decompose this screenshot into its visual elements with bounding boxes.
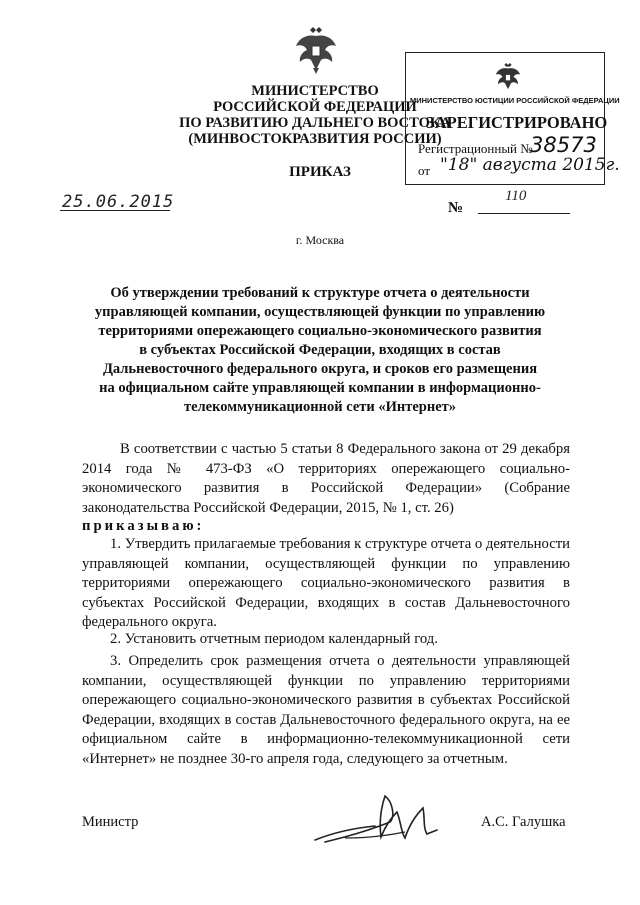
number-underline [478,213,570,214]
stamp-registered-label: ЗАРЕГИСТРИРОВАНО [426,113,608,132]
title-line: Дальневосточного федерального округа, и сроков его размещения [102,361,538,377]
document-type: ПРИКАЗ [289,164,351,180]
stamp-date-prefix: от [418,163,431,178]
ministry-line: (МИНВОСТОКРАЗВИТИЯ РОССИИ) [188,131,442,147]
handwritten-signature [305,782,445,852]
ministry-line: МИНИСТЕРСТВО [251,83,379,99]
stamp-reg-number-value: 38573 [530,133,597,157]
date-underline [60,210,170,211]
title-line: в субъектах Российской Федерации, входящих в состав [139,342,501,358]
order-word: приказываю: [82,518,205,534]
stamp-date-value: "18" августа 2015г. [440,155,620,175]
order-item-2: 2. Установить отчетным периодом календарный год. [110,631,438,647]
registration-stamp [405,52,620,185]
stamp-coat-of-arms-icon [494,61,522,93]
title-line: территориями опережающего социально-экономического развития [98,323,542,339]
title-line: на официальном сайте управляющей компании в информационно- [99,380,541,396]
title-line: телекоммуникационной сети «Интернет» [183,399,457,415]
ministry-line: ПО РАЗВИТИЮ ДАЛЬНЕГО ВОСТОКА [179,115,451,131]
coat-of-arms-icon [293,24,339,76]
number-label: № [448,200,464,216]
order-title [80,284,560,417]
title-line: управляющей компании, осуществляющей функции по управлению [94,304,546,320]
preamble-paragraph: В соответствии с частью 5 статьи 8 Федерального закона от 29 декабря 2014 года № 473-ФЗ «О территориях опережающего социально-экономического развития в Российской Федерации» (Собрание законодательства Российской Федерации, 2015, № 1, ст. 26) [82,441,570,516]
signer-name: А.С. Галушка [481,814,566,830]
stamp-reg-number-label: Регистрационный № [418,141,533,156]
order-item-3: 3. Определить срок размещения отчета о деятельности управляющей компании, осуществляющей функции по управлению территориями опережающего социально-экономического развития в субъектах Российской Федерации, входящих в состав Дальневосточного федерального округа, на ее официальном сайте в информационно-телекоммуникационной сети «Интернет» не позднее 30-го апреля года, следующего за отчетным. [82,653,570,767]
stamp-ministry-name: МИНИСТЕРСТВО ЮСТИЦИИ РОССИЙСКОЙ ФЕДЕРАЦИИ [410,96,620,105]
ministry-line: РОССИЙСКОЙ ФЕДЕРАЦИИ [213,99,417,115]
handwritten-number: 110 [505,188,527,204]
title-line: Об утверждении требований к структуре отчета о деятельности [110,285,530,301]
city: г. Москва [295,233,345,247]
order-item-1: 1. Утвердить прилагаемые требования к структуре отчета о деятельности управляющей компании, осуществляющей функции по управлению территориями опережающего социально-экономического развития в субъектах Российской Федерации, входящих в состав Дальневосточного федерального округа. [82,536,570,630]
signer-position: Министр [82,814,139,830]
handwritten-date: 25.06.2015 [62,192,175,212]
